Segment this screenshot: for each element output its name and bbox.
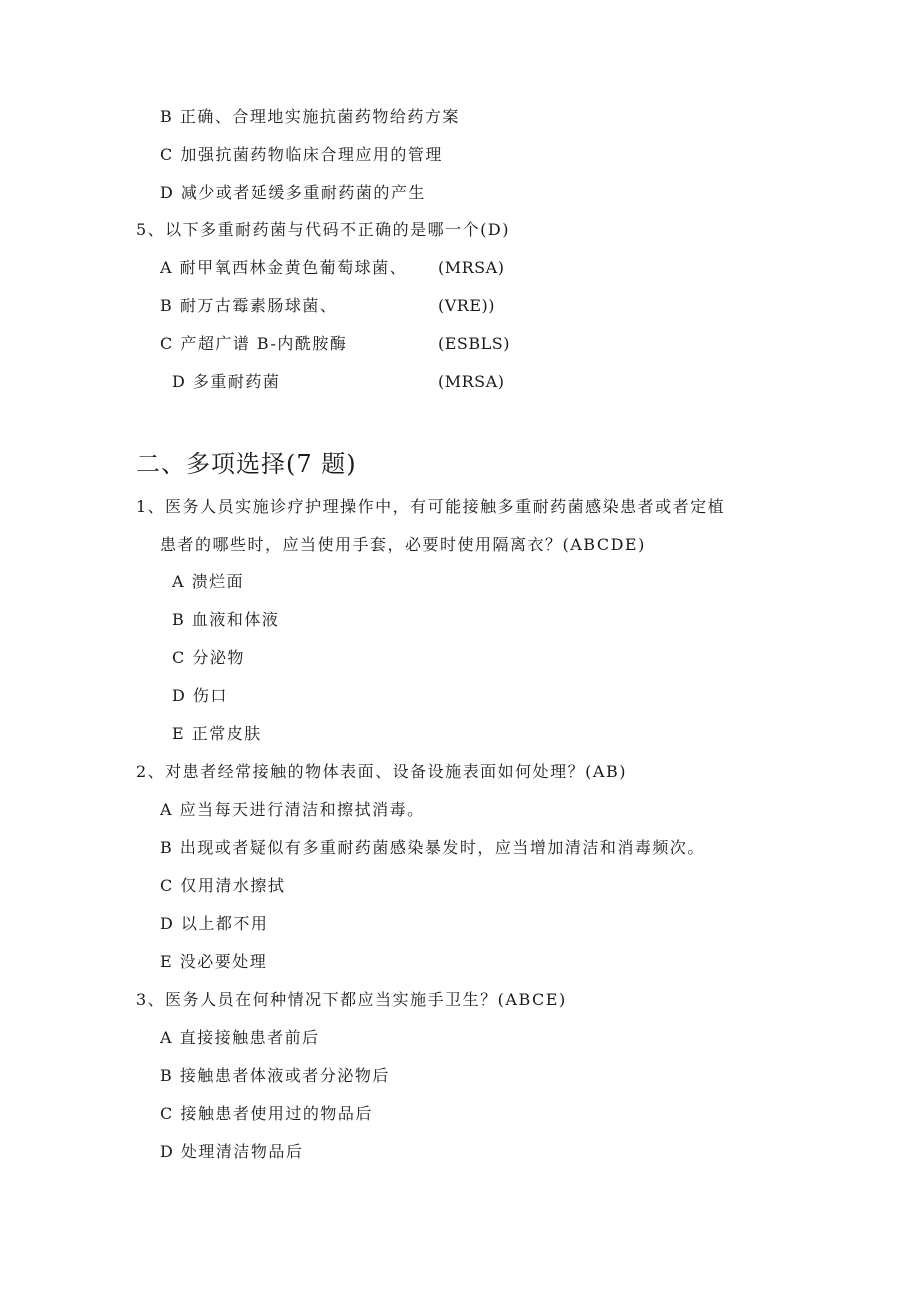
mq2-option-c: C 仅用清水擦拭 xyxy=(160,876,286,895)
q5-option-c-label: C 产超广谱 B-内酰胺酶 xyxy=(160,334,348,353)
mq1-option-a: A 溃烂面 xyxy=(172,572,245,591)
mq2-option-d: D 以上都不用 xyxy=(160,914,269,933)
q5-option-d-label: D 多重耐药菌 xyxy=(172,372,281,391)
q5-option-a-code: (MRSA) xyxy=(438,258,505,277)
mq1-question-line2: 患者的哪些时，应当使用手套，必要时使用隔离衣？(ABCDE) xyxy=(160,535,646,554)
q4-option-c: C 加强抗菌药物临床合理应用的管理 xyxy=(160,145,443,164)
mq1-option-b: B 血液和体液 xyxy=(172,610,280,629)
mq3-option-b: B 接触患者体液或者分泌物后 xyxy=(160,1066,390,1085)
q4-option-d: D 减少或者延缓多重耐药菌的产生 xyxy=(160,183,426,202)
q5-option-c-code: (ESBLS) xyxy=(438,334,510,353)
section-title: 二、多项选择(7 题) xyxy=(136,450,357,478)
mq2-option-a: A 应当每天进行清洁和擦拭消毒。 xyxy=(160,800,425,819)
mq2-option-b: B 出现或者疑似有多重耐药菌感染暴发时，应当增加清洁和消毒频次。 xyxy=(160,838,705,857)
mq3-option-c: C 接触患者使用过的物品后 xyxy=(160,1104,373,1123)
mq3-option-a: A 直接接触患者前后 xyxy=(160,1028,320,1047)
mq2-question: 2、对患者经常接触的物体表面、设备设施表面如何处理？(AB) xyxy=(136,762,627,781)
mq3-question: 3、医务人员在何种情况下都应当实施手卫生？(ABCE) xyxy=(136,990,567,1009)
mq2-option-e: E 没必要处理 xyxy=(160,952,268,971)
mq1-question-line1: 1、医务人员实施诊疗护理操作中，有可能接触多重耐药菌感染患者或者定植 xyxy=(136,497,726,516)
q5-option-a-label: A 耐甲氧西林金黄色葡萄球菌、 xyxy=(160,258,408,277)
mq3-option-d: D 处理清洁物品后 xyxy=(160,1142,304,1161)
q5-option-d-code: (MRSA) xyxy=(438,372,505,391)
q5-question: 5、以下多重耐药菌与代码不正确的是哪一个(D) xyxy=(136,220,510,239)
q5-option-b-code: (VRE)) xyxy=(438,296,496,315)
mq1-option-c: C 分泌物 xyxy=(172,648,245,667)
q5-option-b-label: B 耐万古霉素肠球菌、 xyxy=(160,296,338,315)
mq1-option-d: D 伤口 xyxy=(172,686,228,705)
q4-option-b: B 正确、合理地实施抗菌药物给药方案 xyxy=(160,107,460,126)
mq1-option-e: E 正常皮肤 xyxy=(172,724,262,743)
